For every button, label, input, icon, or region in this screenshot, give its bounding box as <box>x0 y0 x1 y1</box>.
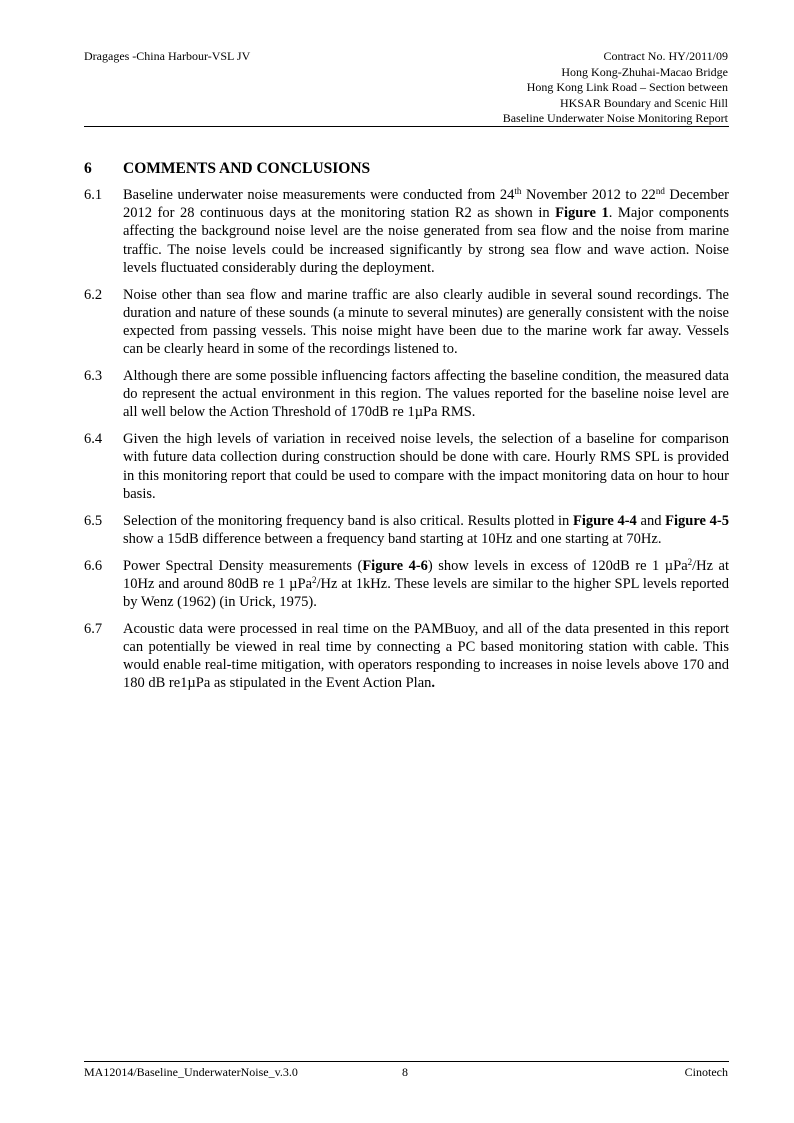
paragraph-6-3 <box>84 367 729 422</box>
figure-reference: Figure 4-6 <box>362 557 428 574</box>
page-number: 8 <box>402 1065 408 1079</box>
paragraph-text: November 2012 to 22 <box>521 187 656 203</box>
paragraph-number: 6.5 <box>84 512 103 529</box>
header-line: Baseline Underwater Noise Monitoring Report <box>502 111 728 125</box>
header-line: HKSAR Boundary and Scenic Hill <box>560 95 728 110</box>
paragraph-text: Selection of the monitoring frequency band is also critical. Results plotted in <box>123 512 573 529</box>
header-line: Hong Kong-Zhuhai-Macao Bridge <box>561 64 728 79</box>
paragraph-text: /Hz at 1kHz. These levels are similar to the higher SPL levels reported by Wenz (1962) (in Urick, 1975). <box>123 575 729 611</box>
paragraph-6-4 <box>84 430 729 503</box>
section-title: COMMENTS AND CONCLUSIONS <box>123 160 371 177</box>
superscript: 2 <box>312 574 317 585</box>
header-line: Contract No. HY/2011/09 <box>603 49 728 63</box>
superscript: 2 <box>687 556 693 567</box>
paragraph-text: /Hz at 10Hz and around 80dB re 1 µPa <box>123 557 730 592</box>
paragraph-text: Noise other than sea flow and marine traffic are also clearly audible in several sound recordings. The duration and nature of these sounds (a minute to several minutes) are generally consistent with the noise expected from passing vessels. This noise might have been due to the marine work far away. Vessels can be clearly heard in some of the recordings listened to. <box>123 286 729 358</box>
superscript: nd <box>655 186 665 196</box>
header-company: Dragages -China Harbour-VSL JV <box>84 49 251 63</box>
paragraph-text: . Major components affecting the background noise level are the noise generated from sea flow and the noise from marine traffic. The noise levels could be increased significantly by strong sea flow and wave action. Noise levels fluctuated considerably during the deployment. <box>123 205 729 276</box>
header-contract-info <box>503 49 728 127</box>
footer-document-id: MA12014/Baseline_UnderwaterNoise_v.3.0 <box>84 1065 298 1079</box>
paragraph-text: and <box>636 512 666 529</box>
paragraph-6-7 <box>84 620 729 693</box>
paragraph-text: Power Spectral Density measurements ( <box>123 557 363 574</box>
paragraph-text: Given the high levels of variation in received noise levels, the selection of a baseline for comparison with future data collection during construction should be done with care. Hourly RMS SPL is provided in this monitoring report that could be used to compare with the impact monitoring data on hour to hour basis. <box>123 431 729 502</box>
paragraph-number: 6.1 <box>84 187 103 203</box>
section-heading <box>84 159 370 179</box>
paragraph-6-6 <box>84 557 729 612</box>
figure-reference: Figure 1 <box>555 205 609 222</box>
section-number: 6 <box>84 160 92 177</box>
paragraph-text: Baseline underwater noise measurements were conducted from 24 <box>123 187 515 203</box>
header-line: Hong Kong Link Road – Section between <box>526 80 728 94</box>
paragraph-text: ) show levels in excess of 120dB re 1 µPa <box>427 557 688 574</box>
paragraph-text: Although there are some possible influencing factors affecting the baseline condition, the measured data do represent the actual environment in this region. The values reported for the baseline noise level are all well below the Action Threshold of 170dB re 1µPa RMS. <box>123 368 729 421</box>
paragraph-number: 6.4 <box>84 431 103 448</box>
bold-period: . <box>431 675 436 692</box>
paragraph-6-1 <box>84 186 729 277</box>
footer-divider <box>84 1061 729 1062</box>
paragraph-text: December 2012 for 28 continuous days at the monitoring station R2 as shown in <box>123 187 729 222</box>
paragraph-number: 6.6 <box>84 557 103 574</box>
header-divider <box>84 126 729 127</box>
paragraph-number: 6.3 <box>84 368 103 385</box>
paragraph-6-2 <box>84 286 729 359</box>
footer-company: Cinotech <box>684 1065 728 1079</box>
paragraph-text: show a 15dB difference between a frequency band starting at 10Hz and one starting at 70Hz. <box>123 530 662 547</box>
paragraph-6-5 <box>84 512 729 548</box>
paragraph-list <box>84 186 729 701</box>
paragraph-number: 6.2 <box>84 286 103 303</box>
superscript: th <box>514 186 522 196</box>
figure-reference: Figure 4-4 <box>572 512 637 529</box>
paragraph-text: Acoustic data were processed in real time on the PAMBuoy, and all of the data presented in this report can potentially be viewed in real time by connecting a PC based monitoring station with cable. This would enable real-time mitigation, with operators responding to increases in noise levels above 170 and 180 dB re1µPa as stipulated in the Event Action Plan <box>123 620 729 692</box>
paragraph-number: 6.7 <box>84 620 103 637</box>
figure-reference: Figure 4-5 <box>665 512 730 529</box>
